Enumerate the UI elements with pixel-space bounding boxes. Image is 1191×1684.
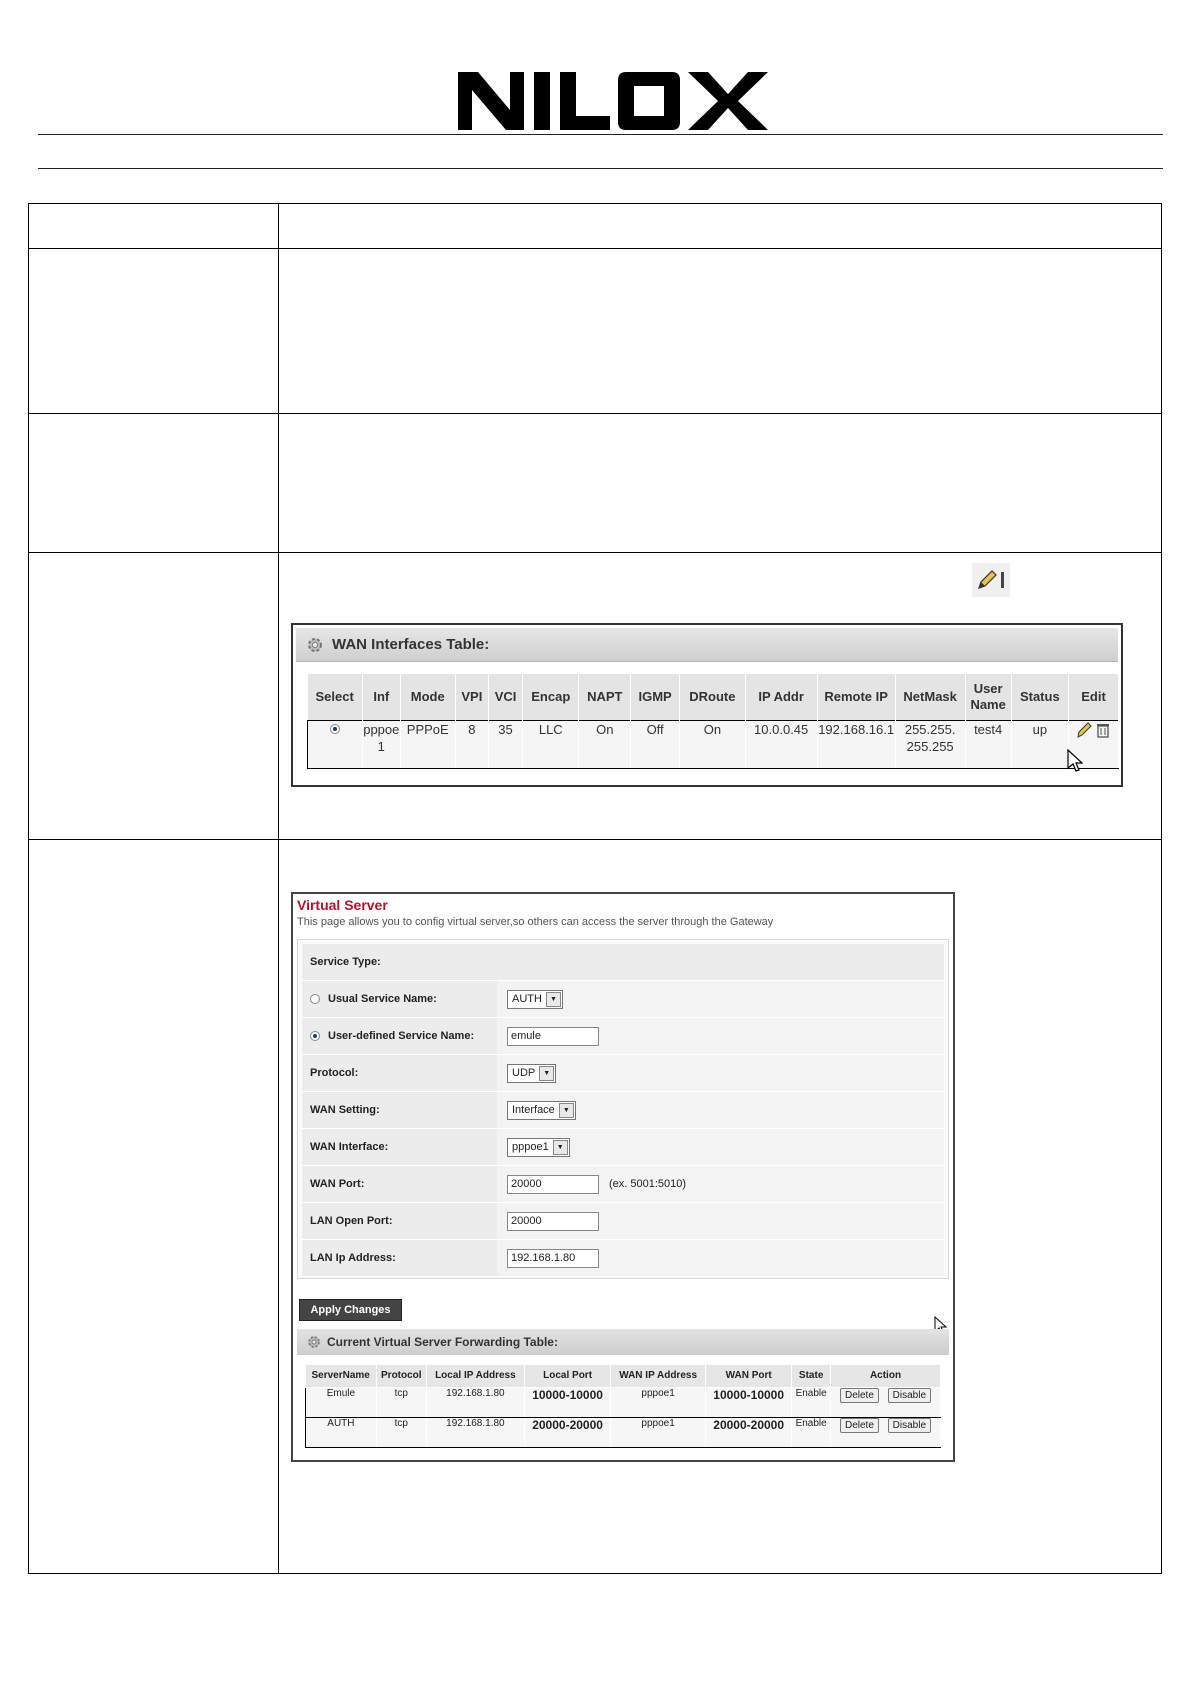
- action-cell: [831, 1417, 941, 1447]
- server-name-cell: Emule: [306, 1387, 377, 1417]
- col-napt: NAPT: [579, 674, 631, 720]
- wan-interfaces-screenshot: [291, 623, 1123, 787]
- table-cell-label: [29, 553, 279, 840]
- wan-setting-label: WAN Setting:: [302, 1092, 497, 1128]
- delete-button[interactable]: Delete: [840, 1418, 879, 1433]
- col-state: State: [792, 1365, 831, 1387]
- local-port-cell: 10000-10000: [524, 1387, 610, 1417]
- apply-changes-button[interactable]: Apply Changes: [299, 1299, 402, 1321]
- protocol-label: Protocol:: [302, 1055, 497, 1091]
- wan-ip-cell: pppoe1: [611, 1387, 706, 1417]
- status-cell: up: [1011, 720, 1068, 768]
- table-cell-content: [279, 414, 1162, 553]
- table-row: [306, 1417, 941, 1447]
- wan-table-title: WAN Interfaces Table:: [332, 636, 490, 653]
- vs-description: This page allows you to config virtual server,so others can access the server through the Gateway: [297, 916, 774, 928]
- virtual-server-screenshot: [291, 892, 955, 1462]
- protocol-row: [302, 1055, 944, 1092]
- disable-button[interactable]: Disable: [888, 1388, 931, 1403]
- select-radio[interactable]: [330, 724, 340, 734]
- forwarding-table-header: [297, 1329, 949, 1355]
- wan-table: [307, 674, 1119, 769]
- lan-open-port-input[interactable]: 20000: [507, 1212, 599, 1231]
- wan-port-label: WAN Port:: [302, 1166, 497, 1202]
- table-cell-label: [29, 204, 279, 249]
- col-vpi: VPI: [455, 674, 488, 720]
- wan-port-input[interactable]: 20000: [507, 1175, 599, 1194]
- chevron-down-icon: ▼: [546, 992, 561, 1007]
- wan-ip-cell: pppoe1: [611, 1417, 706, 1447]
- header-rule-bottom: [38, 168, 1163, 169]
- col-edit: Edit: [1069, 674, 1119, 720]
- col-ip-addr: IP Addr: [745, 674, 817, 720]
- col-encap: Encap: [523, 674, 579, 720]
- wan-port-row: [302, 1166, 944, 1203]
- col-inf: Inf: [362, 674, 400, 720]
- table-cell-label: [29, 249, 279, 414]
- usual-service-label: Usual Service Name:: [328, 993, 437, 1005]
- local-ip-cell: 192.168.1.80: [426, 1417, 524, 1447]
- wan-port-hint: (ex. 5001:5010): [609, 1178, 687, 1190]
- table-cell-label: [29, 414, 279, 553]
- col-action: Action: [831, 1365, 941, 1387]
- vs-title: Virtual Server: [297, 897, 388, 913]
- trash-icon: [1000, 570, 1006, 590]
- protocol-select[interactable]: UDP ▼: [507, 1064, 556, 1083]
- col-select: Select: [308, 674, 363, 720]
- usual-service-select[interactable]: AUTH ▼: [507, 990, 563, 1009]
- lan-ip-row: [302, 1240, 944, 1277]
- service-type-label: Service Type:: [302, 944, 944, 980]
- wan-port-cell: 20000-20000: [706, 1417, 792, 1447]
- forwarding-table-title: Current Virtual Server Forwarding Table:: [327, 1335, 558, 1349]
- wan-interface-row: [302, 1129, 944, 1166]
- service-type-row: [302, 944, 944, 981]
- encap-cell: LLC: [523, 720, 579, 768]
- table-row: [306, 1387, 941, 1417]
- col-netmask: NetMask: [895, 674, 965, 720]
- usual-service-radio[interactable]: [310, 994, 320, 1004]
- lan-open-port-row: [302, 1203, 944, 1240]
- delete-button[interactable]: Delete: [840, 1388, 879, 1403]
- user-defined-input[interactable]: emule: [507, 1027, 599, 1046]
- disable-button[interactable]: Disable: [888, 1418, 931, 1433]
- vpi-cell: 8: [455, 720, 488, 768]
- col-igmp: IGMP: [631, 674, 680, 720]
- col-remote-ip: Remote IP: [817, 674, 895, 720]
- user-defined-radio[interactable]: [310, 1031, 320, 1041]
- lan-ip-input[interactable]: 192.168.1.80: [507, 1249, 599, 1268]
- col-status: Status: [1011, 674, 1068, 720]
- col-user-name: User Name: [965, 674, 1011, 720]
- wan-port-cell: 10000-10000: [706, 1387, 792, 1417]
- state-cell: Enable: [792, 1387, 831, 1417]
- igmp-cell: Off: [631, 720, 680, 768]
- lan-ip-label: LAN Ip Address:: [302, 1240, 497, 1276]
- droute-cell: On: [680, 720, 746, 768]
- table-row: [308, 720, 1119, 768]
- wan-setting-select[interactable]: Interface ▼: [507, 1101, 576, 1120]
- user-defined-row: [302, 1018, 944, 1055]
- protocol-cell: tcp: [376, 1417, 426, 1447]
- col-local-port: Local Port: [524, 1365, 610, 1387]
- pencil-icon: [976, 569, 998, 591]
- inf-cell: pppoe 1: [362, 720, 400, 768]
- state-cell: Enable: [792, 1417, 831, 1447]
- mouse-cursor-icon: [1067, 749, 1083, 773]
- server-name-cell: AUTH: [306, 1417, 377, 1447]
- col-wan-ip: WAN IP Address: [611, 1365, 706, 1387]
- chevron-down-icon: ▼: [553, 1140, 568, 1155]
- col-wan-port: WAN Port: [706, 1365, 792, 1387]
- wan-table-header: [296, 628, 1118, 662]
- vs-form: [297, 939, 949, 1279]
- protocol-cell: tcp: [376, 1387, 426, 1417]
- mode-cell: PPPoE: [400, 720, 455, 768]
- header-rule-top: [38, 134, 1163, 135]
- table-cell-label: [29, 840, 279, 1574]
- chevron-down-icon: ▼: [559, 1103, 574, 1118]
- select-radio-cell[interactable]: [308, 720, 363, 768]
- forwarding-table: [305, 1365, 941, 1448]
- pencil-icon[interactable]: [1076, 721, 1092, 739]
- col-local-ip: Local IP Address: [426, 1365, 524, 1387]
- netmask-cell: 255.255.255.255: [895, 720, 965, 768]
- table-cell-content: [279, 249, 1162, 414]
- col-droute: DRoute: [680, 674, 746, 720]
- col-server-name: ServerName: [306, 1365, 377, 1387]
- lan-open-port-label: LAN Open Port:: [302, 1203, 497, 1239]
- chevron-down-icon: ▼: [539, 1066, 554, 1081]
- vci-cell: 35: [488, 720, 522, 768]
- napt-cell: On: [579, 720, 631, 768]
- table-cell-content: [279, 553, 1162, 840]
- action-cell: [831, 1387, 941, 1417]
- user-name-cell: test4: [965, 720, 1011, 768]
- document-table: [28, 203, 1162, 1574]
- remote-ip-cell: 192.168.16.1: [817, 720, 895, 768]
- user-defined-label: User-defined Service Name:: [328, 1030, 475, 1042]
- table-cell-content: [279, 204, 1162, 249]
- local-port-cell: 20000-20000: [524, 1417, 610, 1447]
- wan-interface-label: WAN Interface:: [302, 1129, 497, 1165]
- gear-icon: [306, 636, 324, 654]
- wan-setting-row: [302, 1092, 944, 1129]
- nilox-logo: [458, 66, 768, 130]
- gear-icon: [307, 1335, 321, 1349]
- trash-icon[interactable]: [1095, 721, 1111, 739]
- table-cell-content: [279, 840, 1162, 1574]
- col-mode: Mode: [400, 674, 455, 720]
- col-vci: VCI: [488, 674, 522, 720]
- wan-interface-select[interactable]: pppoe1 ▼: [507, 1138, 570, 1157]
- col-protocol: Protocol: [376, 1365, 426, 1387]
- usual-service-row: [302, 981, 944, 1018]
- ip-addr-cell: 10.0.0.45: [745, 720, 817, 768]
- local-ip-cell: 192.168.1.80: [426, 1387, 524, 1417]
- edit-icons-sample: [972, 563, 1010, 597]
